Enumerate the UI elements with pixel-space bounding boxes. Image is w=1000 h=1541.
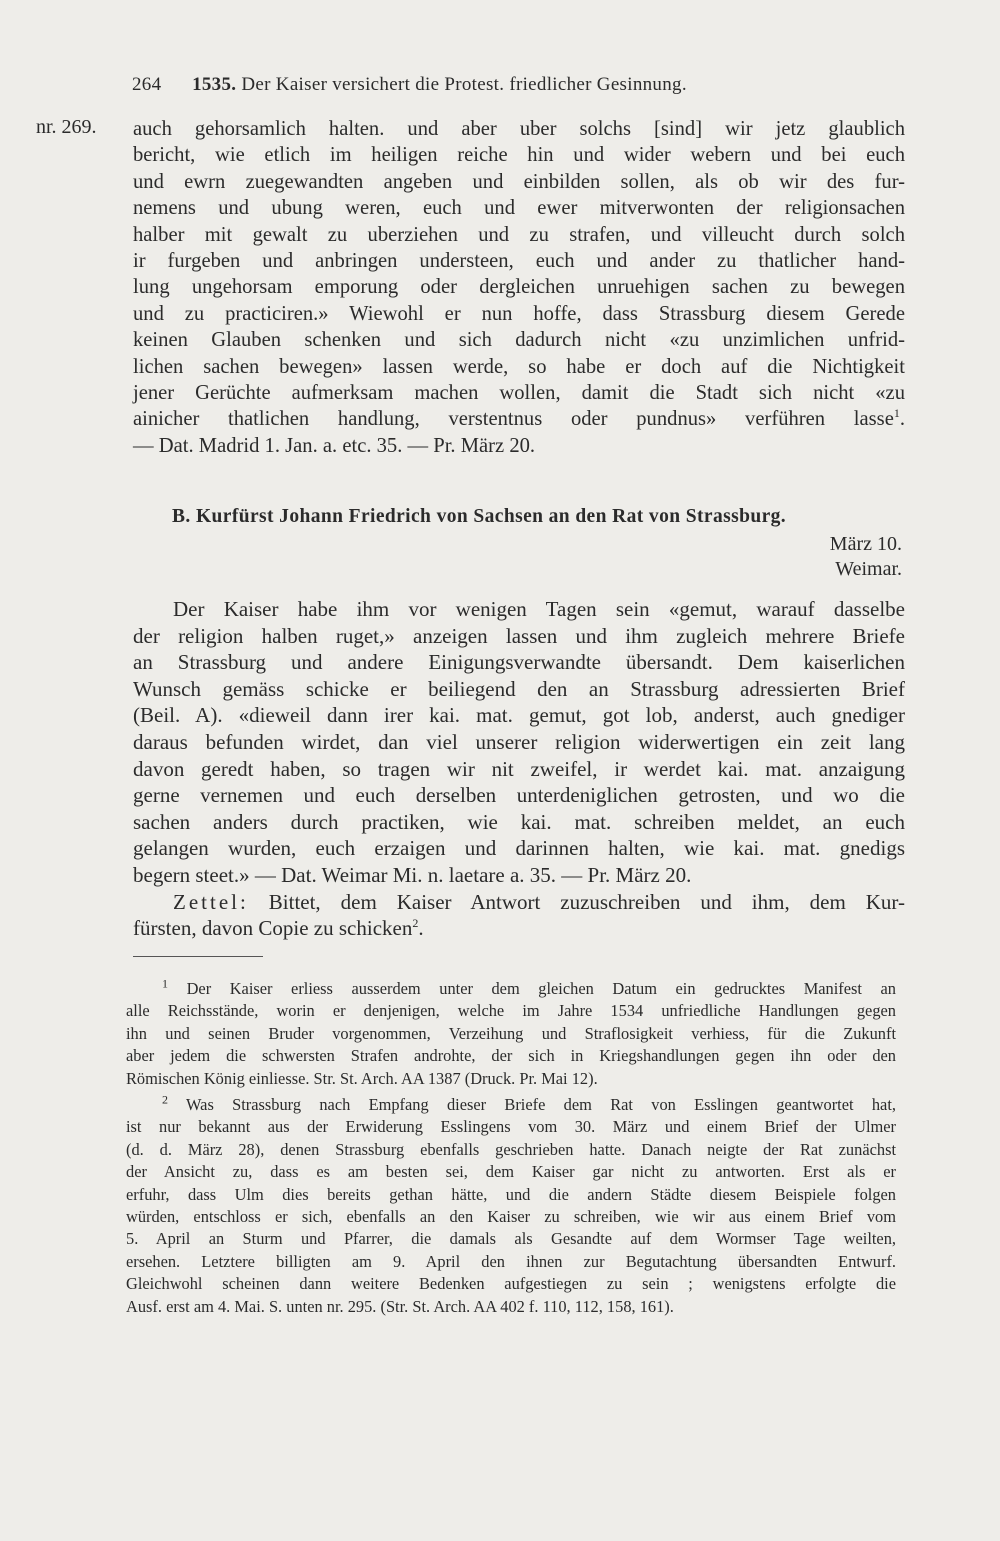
footnote-line: 5. April an Sturm und Pfarrer, die damals als Gesandte auf dem Wormser Tage weilten, [126, 1229, 896, 1249]
text-line: bericht, wie etlich im heiligen reiche hin und wider webern und bei euch [133, 144, 905, 167]
footnote-line: ihn und seinen Bruder vorgenommen, Verzeihung und Straflosigkeit verhiess, für die Zukunft [126, 1023, 896, 1043]
text-line: und ewrn zuegewandten angeben und einbilden sollen, als ob wir des fur- [133, 170, 905, 193]
footnote-text: Der Kaiser erliess ausserdem unter dem gleichen Datum ein gedrucktes Manifest an [186, 979, 896, 998]
text-line: (Beil. A). «dieweil dann irer kai. mat. gemut, got lob, anderst, auch gnediger [133, 703, 905, 728]
text-line: davon geredt haben, so tragen wir nit zweifel, ir werdet kai. mat. anzaigung [133, 756, 905, 781]
footnote-divider [133, 956, 263, 957]
text-line: begern steet.» — Dat. Weimar Mi. n. laetare a. 35. — Pr. März 20. [133, 862, 692, 887]
text-line: lichen sachen bewegen» lassen werde, so habe er doch auf die Nichtigkeit [133, 355, 905, 378]
text-line: sachen anders durch practiken, wie kai. mat. schreiben meldet, an euch [133, 809, 905, 834]
text-line: jener Gerüchte aufmerksam machen wollen, damit die Stadt sich nicht «zu [133, 382, 905, 405]
text-line: ir furgeben und anbringen understeen, euch und ander zu thatlicher hand- [133, 250, 905, 273]
text-line: ainicher thatlichen handlung, verstentnus oder pundnus» verführen lasse [133, 408, 894, 431]
footnote-2 [126, 1094, 896, 1318]
footnote-line: erfuhr, dass Ulm dies bereits gethan hätte, und die andern Städte diesem Beispiele folgen [126, 1184, 896, 1204]
footnote-line: würden, entschloss er sich, ebenfalls an den Kaiser zu schreiben, wie wir aus einem Brief vom [126, 1207, 896, 1227]
margin-number: nr. 269. [36, 116, 97, 138]
footnote-line: ist nur bekannt aus der Erwiderung Esslingens vom 30. März und einem Brief der Ulmer [126, 1117, 896, 1137]
page-number: 264 [132, 74, 162, 95]
footnote-line: ersehen. Letztere billigten am 9. April den ihnen zur Begutachtung übersandten Entwurf. [126, 1251, 896, 1271]
footnote-line [126, 1094, 896, 1116]
line-end: . [418, 916, 424, 941]
footnote-line: (d. d. März 28), denen Strassburg ebenfalls geschrieben hatte. Danach neigte der Rat zunächst [126, 1139, 896, 1159]
text-line: lung ungehorsam emporung oder dergleichen unruehigen sachen zu bewegen [133, 276, 905, 299]
footnote-marker: 2 [162, 1092, 168, 1107]
footnote-line: Ausf. erst am 4. Mai. S. unten nr. 295. (Str. St. Arch. AA 402 f. 110, 112, 158, 161). [126, 1296, 674, 1316]
text-line-with-footnote [133, 406, 905, 432]
letter-date: März 10. [829, 533, 902, 555]
zettel-text: Bittet, dem Kaiser Antwort zuzuschreiben und ihm, dem Kur- [268, 889, 905, 914]
text-line: gelangen wurden, euch erzaigen und darinnen halten, wie kai. mat. gnedigs [133, 836, 905, 861]
zettel-text-2: fürsten, davon Copie zu schicken [133, 916, 413, 941]
header-title: Der Kaiser versichert die Protest. friedlicher Gesinnung. [241, 74, 687, 95]
footnote-line: Gleichwohl scheinen dann weitere Bedenken aufgestiegen zu sein ; wenigstens erfolgte die [126, 1274, 896, 1294]
footnote-text: Was Strassburg nach Empfang dieser Briefe dem Rat von Esslingen geantwortet hat, [186, 1095, 896, 1115]
zettel-label: Zettel: [173, 889, 249, 914]
footnote-line: aber jedem die schwersten Strafen androhte, der sich in Kriegshandlungen gegen ihn oder den [126, 1046, 896, 1066]
footnote-ref[interactable]: 2 [412, 916, 419, 931]
footnote-line: alle Reichsstände, worin er denjenigen, welche im Jahre 1534 unfriedliche Handlungen gegen [126, 1001, 896, 1021]
footnote-ref[interactable]: 1 [893, 406, 900, 421]
letter-place: Weimar. [835, 558, 902, 580]
header-year: 1535. [192, 74, 237, 95]
text-line: halber mit gewalt zu uberziehen und zu strafen, und villeucht durch solch [133, 223, 905, 246]
line-end: . [899, 408, 905, 431]
footnote-line [126, 978, 896, 1000]
text-line: nemens und ubung weren, euch und ewer mitverwonten der religionsachen [133, 197, 905, 220]
paragraph-1 [133, 116, 905, 459]
date-place [830, 532, 902, 582]
text-line: der religion halben ruget,» anzeigen lassen und ihm zugleich mehrere Briefe [133, 623, 905, 648]
text-line: gerne vernemen und euch derselben unterdeniglichen getrosten, und wo die [133, 783, 905, 808]
text-line: Der Kaiser habe ihm vor wenigen Tagen sein «gemut, warauf dasselbe [173, 597, 905, 621]
footnote-line: der Ansicht zu, dass es am besten sei, dem Kaiser gar nicht zu antworten. Erst als er [126, 1162, 896, 1182]
text-line: auch gehorsamlich halten. und aber uber solchs [sind] wir jetz glaublich [133, 118, 905, 140]
running-header [132, 74, 912, 96]
text-line: an Strassburg und andere Einigungsverwandte übersandt. Dem kaiserlichen [133, 650, 905, 675]
text-line: — Dat. Madrid 1. Jan. a. etc. 35. — Pr. März 20. [133, 434, 536, 457]
zettel-line-2 [133, 915, 905, 942]
footnote-line: Römischen König einliesse. Str. St. Arch. AA 1387 (Druck. Pr. Mai 12). [126, 1068, 598, 1088]
footnotes [126, 978, 896, 1318]
zettel-line [133, 889, 905, 916]
paragraph-2 [133, 596, 905, 942]
section-title: B. Kurfürst Johann Friedrich von Sachsen an den Rat von Strassburg. [172, 506, 787, 527]
text-line: keinen Glauben schenken und sich dadurch nicht «zu unzimlichen unfrid- [133, 329, 905, 352]
text-line: und zu practiciren.» Wiewohl er nun hoffe, dass Strassburg diesem Gerede [133, 302, 905, 325]
text-line: Wunsch gemäss schicke er beiliegend den an Strassburg adressierten Brief [133, 676, 905, 701]
footnote-marker: 1 [162, 976, 168, 991]
footnote-1 [126, 978, 896, 1090]
text-line: daraus befunden wirdet, dan viel unserer religion widerwertigen ein zeit lang [133, 729, 905, 754]
